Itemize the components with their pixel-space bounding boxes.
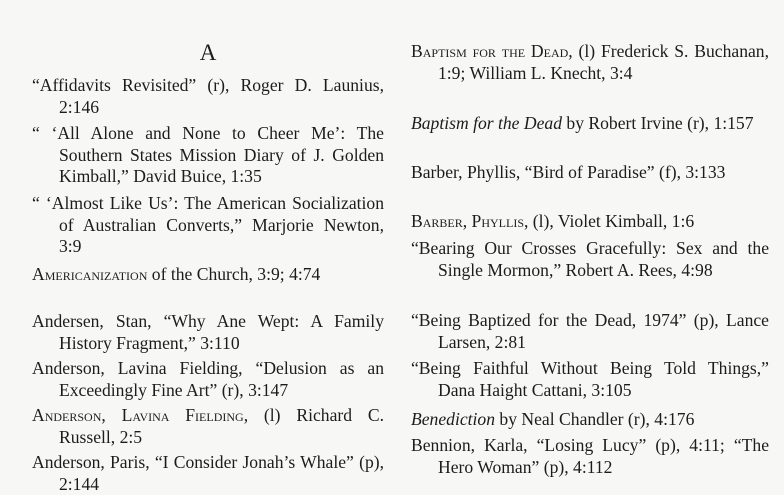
index-entry (411, 41, 769, 84)
section-letter: A (199, 40, 217, 65)
index-entry: Anderson, Lavina Fielding, “Delusion as an Exceedingly Fine Art” (r), 3:147 (32, 358, 384, 400)
entry-detail: (l) Frederick S. Buchanan, 1:9; William L. Knecht, 3:4 (438, 41, 769, 83)
index-entry: “ ‘Almost Like Us’: The American Socialization of Australian Converts,” Marjorie Newton, 3:9 (32, 193, 384, 256)
entry-heading: Anderson, Lavina Fielding, (32, 405, 249, 425)
entry-detail: by Robert Irvine (r), 1:157 (562, 113, 754, 133)
entry-title: Benediction (411, 409, 496, 429)
index-entry (411, 211, 769, 233)
entry-detail: of the Church, 3:9; 4:74 (147, 264, 321, 284)
index-entry (32, 405, 384, 448)
index-entry: “ ‘All Alone and None to Cheer Me’: The Southern States Mission Diary of J. Golden Kimball,” David Buice, 1:35 (32, 123, 384, 186)
index-entry: Anderson, Paris, “I Consider Jonah’s Whale” (p), 2:144 (32, 452, 384, 494)
entry-heading: Barber, Phyllis, (411, 211, 529, 231)
entry-detail: (l) Richard C. Russell, 2:5 (59, 405, 384, 447)
index-entry (411, 409, 769, 431)
entry-title: Baptism for the Dead (411, 113, 562, 133)
index-entry: Andersen, Stan, “Why Ane Wept: A Family History Fragment,” 3:110 (32, 311, 384, 353)
index-entry (411, 113, 769, 135)
index-entry: “Being Baptized for the Dead, 1974” (p), Lance Larsen, 2:81 (411, 310, 769, 352)
index-entry (32, 264, 384, 286)
entry-detail: (l), Violet Kimball, 1:6 (528, 211, 695, 231)
index-entry: “Affidavits Revisited” (r), Roger D. Launius, 2:146 (32, 75, 384, 117)
entry-heading: Baptism for the Dead, (411, 41, 573, 61)
index-entry: Bennion, Karla, “Losing Lucy” (p), 4:11; “The Hero Woman” (p), 4:112 (411, 435, 769, 477)
index-entry: Barber, Phyllis, “Bird of Paradise” (f), 3:133 (411, 162, 726, 182)
index-entry: “Being Faithful Without Being Told Things,” Dana Haight Cattani, 3:105 (411, 358, 769, 400)
entry-detail: by Neal Chandler (r), 4:176 (495, 409, 695, 429)
index-entry: “Bearing Our Crosses Gracefully: Sex and the Single Mormon,” Robert A. Rees, 4:98 (411, 238, 769, 280)
entry-heading: Americanization (32, 264, 148, 284)
